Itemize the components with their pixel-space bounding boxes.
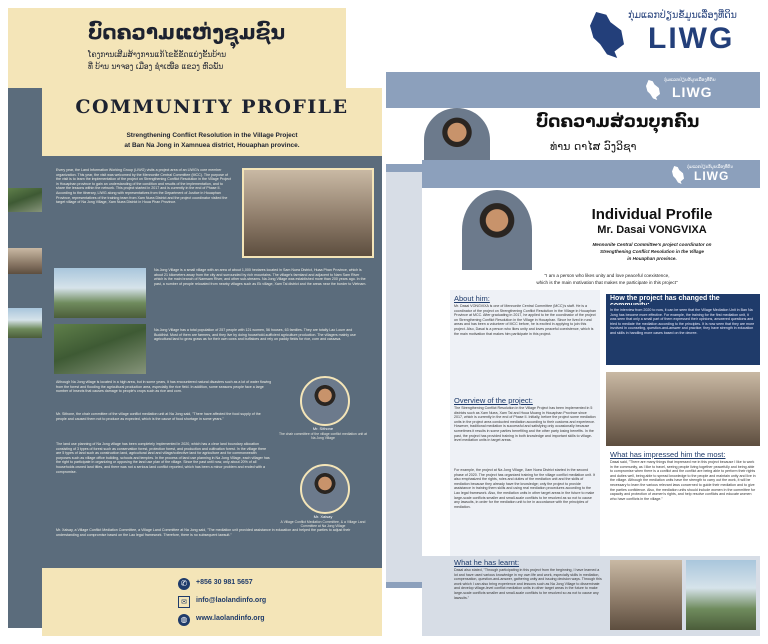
caption-xaisay-role: A Village Conflict Mediation Committee, & a Village Land Committee at Na Jong Village [280, 520, 366, 528]
individual-role-3: in Houaphan province. [627, 256, 677, 261]
individual-role-2: Strengthening Conflict Resolution in the Village [600, 249, 704, 254]
village-para-1: Na Jong Village is a small village with an area of about 1,000 hectares located in Sam Nuea District, Huaa Phan Province, which is about 21 kilometers away from the city and surrounded by rich mountains. The village's farmland and adjacent to Nam Sam River which is the main branch of Namsam River, and other sub-streams. Na Jong Village was established more than 200 years ago. In the past, a number of people relocated from nearby villages such as Ek village, Xam Tai district and the areas near the border to Vietnam. [154, 268, 367, 286]
lao-strip-photo [8, 188, 42, 212]
lao-doc-location: ທີ່ ບ້ານ ນາຈອງ ເມືອງ ຊຳເໜືອ ແຂວງ ຫົວພັນ [88, 62, 224, 71]
about-text: Mr. Dasai VONGVIXA is one of Mennonite Central Committee (MCC)'s staff. He is a coordinator of the project on Strengthening Conflict Resolution in the Village in Houaphan Province at MCC. After graduating in 2017, he applied to be the coordinator of the project on Strengthening Conflict Resolution in the Village in Houaphan. Since he lived in rural areas and has been a volunteer of MCC before, he is excited in applying to join this project. Also, Dasai is a person who likes unity and loves peaceful coexistence, which is the main motivation that makes him participate in this project. [454, 304, 596, 336]
village-para-2: Na Jong Village has a total population of 257 people with 121 women, 56 houses, 63 families. They are totally Lao Loum and Buddhist. Most of them are farmers, and they live by doing household-sufficient agriculture production. The villagers mainly use agricultural land to grow grass as for their own cows and buffaloes and rely on paddy fields for rice, corn and cassava. [154, 328, 356, 342]
laos-map-icon [646, 80, 660, 100]
liwg-lao-name-small: ກຸ່ມແລກປ່ຽນຂໍ້ມູນເລື່ອງທີ່ດິນ [664, 78, 716, 83]
caption-sithone-name: Mr. Sithone [312, 426, 334, 431]
caption-sithone-role: The chair committee of the village conflict mediation unit at Na Jong Village [278, 432, 367, 440]
community-photo-1 [610, 560, 682, 630]
individual-profile-page [422, 160, 760, 636]
community-photo-2 [686, 560, 756, 630]
lao-body-strip [8, 88, 42, 628]
changed-text: In the interview from 2020 to now, it can be seen that the Village Mediation Unit in Ban Na Jong has become more effective. For example, the training for the first mediation unit, it was seen that only a small part of them expressed their opinions, answered questions and tried to mediate the mediation according to the principles. It is now seen that they are more involved in counseling, question-and-answer and practice; they have strength in education and skills in handling more cases based on the decree. [610, 308, 755, 335]
lao-body-strip [386, 172, 422, 582]
portrait-xaisay [300, 464, 350, 514]
lao-doc-subtitle: ໂຄງການເສີມສ້າງການແກ້ໄຂຂໍ້ຂັດແຍ່ງຂັ້ນບ້ານ [88, 50, 227, 59]
lao-profile-name: ທ່ານ ດາໄສ ວົງວິຊາ [550, 140, 637, 153]
lao-doc-title: ບົດຄວາມແຫ່ງຊຸມຊົນ [88, 20, 286, 44]
overview-text: The Strengthening Conflict Resolution in the Village Project has been implemented in 5 districts such as Xam Nuea, Xam Tai and Houa Muang in Houaphan Province since 2017, which is currently in the end of Phase II. Initially, before the project some mediation units in the project area conducted mediation according to their customs and experience. However, traditional mediation is successful and satisfying only occasionally because sometimes it results in some parties benefiting and the other party losing benefits. In the past, the project has provided training in both knowledge and important skills to village-level mediation units in target areas. [454, 406, 596, 443]
globe-icon: ◍ [178, 614, 190, 626]
lao-profile-header-logo [646, 78, 746, 104]
lao-strip-photo [8, 248, 42, 274]
lao-strip-photo [8, 308, 42, 338]
liwg-logo [590, 8, 760, 64]
overview-heading: Overview of the project: [454, 396, 533, 405]
community-subtitle-2: at Ban Na Jong in Xamnuea district, Houaphan province. [124, 142, 300, 149]
liwg-lao-name: ກຸ່ມແລກປ່ຽນຂໍ້ມູນເລື່ອງທີ່ດິນ [628, 10, 737, 21]
community-title: COMMUNITY PROFILE [75, 96, 349, 118]
individual-header-logo [672, 164, 756, 186]
about-heading: About him: [454, 294, 490, 303]
liwg-logo-text-small: LIWG [672, 84, 713, 100]
liwg-lao-name-small: ກຸ່ມແລກປ່ຽນຂໍ້ມູນເລື່ອງທີ່ດິນ [687, 164, 733, 169]
impressed-text: Dasai said, "There are many things that impressed me in this project because I like to work in the community, as I like to travel, seeing people living together peacefully and being able to compromise when there is a conflict and the conflict are being able to perform their rights and duties well, being able to spread knowledge to the people and maintain unity and live in the village. Although the mediation units have the strength to carry out the work, it will be necessary to learn the various relevant laws concerned to guide their mediation and to give the parties confidence. Also, the mediation units should include women in the committee for capacity and protection of women's rights, and help resolve conflicts and educate women who have conflicts in the village." [610, 460, 756, 501]
lao-profile-title: ບົດຄວາມສ່ວນບຸກຄົນ [536, 112, 700, 132]
learnt-heading: What he has learnt: [454, 558, 520, 567]
individual-title: Individual Profile [591, 206, 713, 223]
community-para-5: The land use planning of Na Jong village has been completely implemented in 2020, which has a clear land boundary allocation consisting of 3 types of forest such as conservation forest, protection forest, and production and cultivation forest. In the village there are 5 types of land such as construction land, agricultural land and village/collective land for agriculture and for commonwealth purposes such as village office building, schools and temples. In the process of land use planning in Na Jong Village, each villager has the right to participate in organizing or opposing the land use plan of the village. Since the past until now, only about 20% of all households owned land titles, and there was not a serious land conflict reported, which has been a minor problem and ended with a compromise. [56, 442, 270, 474]
overview-text-2: For example, the project at Na Jong Village, Xam Nuea District started in the second phase of 2020. The project has organized training for the village conflict mediation unit. It also emphasized the rights, roles and duties of the mediation unit and the skills of mediation because they already have the knowledge; only the project to provide assistance in training them skills and using real mediation procedures according to the Lao legal framework. Also, the mediation units in other target areas in the future to make large-scale conflicts smaller and small-scale conflicts to be resolved as so not to cause any lawsuits, in order for the mediation unit to be in accordance with the principles of mediation. [454, 468, 595, 509]
portrait-sithone [300, 376, 350, 426]
phone-icon: ✆ [178, 578, 190, 590]
changed-heading: How the project has changed the [606, 294, 760, 310]
community-profile-page [42, 88, 382, 636]
email-icon: ✉ [178, 596, 190, 608]
community-para-4: Mr. Sithone, the chair committee of the village conflict mediation unit at Na Jong said, "There have affected the food supply of the people and caused them not to produce as expected, which is the cause of food shortage in some years." [56, 412, 261, 421]
community-intro: Every year, the Land Information Working Group (LIWG) visits a project area of an LIWG's core member organization. This year, the visit was welcomed by the Mennonite Central Committee (MCC). The purpose of the visit is to learn the implementation of the project on Strengthening Conflict Resolution in the Village Project in Houaphan province to gain an understanding of the condition and results of the implementation, and to share the lessons within the network. This project started in 2017 and is currently in the end of Phase II. According to the itinerary, LIWG along with representatives from the Department of Justice in Houaphan Province, representatives of the training team from Xam Nuea District and the project coordinator visited the target village of Na Jong Village, Xam Nuea District in Houa Phan Province. [56, 168, 231, 205]
community-para-6: Mr. Xaisay, a Village Conflict Mediation Committee, a Village Land Committee at Na Jong said, "The mediation unit provided assistance in education and helped the parties to adjust their understanding and compromise based on the Lao legal framework. Therefore, there is no subsequent lawsuit." [56, 528, 351, 537]
caption-xaisay-name: Mr. Xaisay [313, 514, 333, 519]
community-header [42, 88, 382, 156]
individual-role-1: Mennonite Central Committee's project coordinator on [592, 242, 712, 247]
community-subtitle-1: Strengthening Conflict Resolution in the Village Project [126, 132, 298, 139]
contact-email[interactable]: info@laolandinfo.org [196, 597, 267, 604]
liwg-logo-text: LIWG [648, 22, 735, 55]
group-meeting-photo [242, 168, 374, 258]
individual-quote-2: which is the main motivation that makes me participate in this project" [536, 280, 678, 285]
contact-web[interactable]: www.laolandinfo.org [196, 615, 265, 622]
village-sign-photo [54, 268, 146, 318]
laos-map-icon [590, 12, 624, 58]
impressed-heading: What has impressed him the most: [610, 450, 726, 459]
contact-phone: +856 30 981 5657 [196, 579, 253, 586]
dasai-photo [462, 190, 532, 270]
laos-map-icon [672, 166, 684, 184]
learnt-text: Dasai also stated, "Through participating in this project from the beginning, I have learned a lot and have used various knowledge in my own life and work, especially skills in mediation, compensation, question-and-answer, gathering unity and issuing decision ways. Through this work which I can also bring experience and lessons such as Na Jong Village to disseminate and develop village-level conflict mediation units in other target areas in the future to make large-scale conflicts smaller and small-scale conflicts to be resolved so as not to cause any lawsuits." [454, 568, 602, 600]
contact-footer [42, 568, 382, 636]
individual-name: Mr. Dasai VONGVIXA [597, 224, 707, 236]
training-photo [606, 372, 760, 446]
village-landscape-photo [54, 324, 146, 374]
individual-quote-1: "I am a person who likes unity and love peaceful coexistence, [544, 273, 670, 278]
liwg-logo-text-small: LIWG [694, 169, 730, 183]
community-para-3: Although Na Jong village is located in a high area, but in some years, it has encountered natural disasters such as a lot of water flowing from the forest and flooding the agricultural production area, especially the rice field. In addition, some seasons people face a large number of insects that causes damage to people's crops such as rice and corn. [56, 380, 272, 394]
